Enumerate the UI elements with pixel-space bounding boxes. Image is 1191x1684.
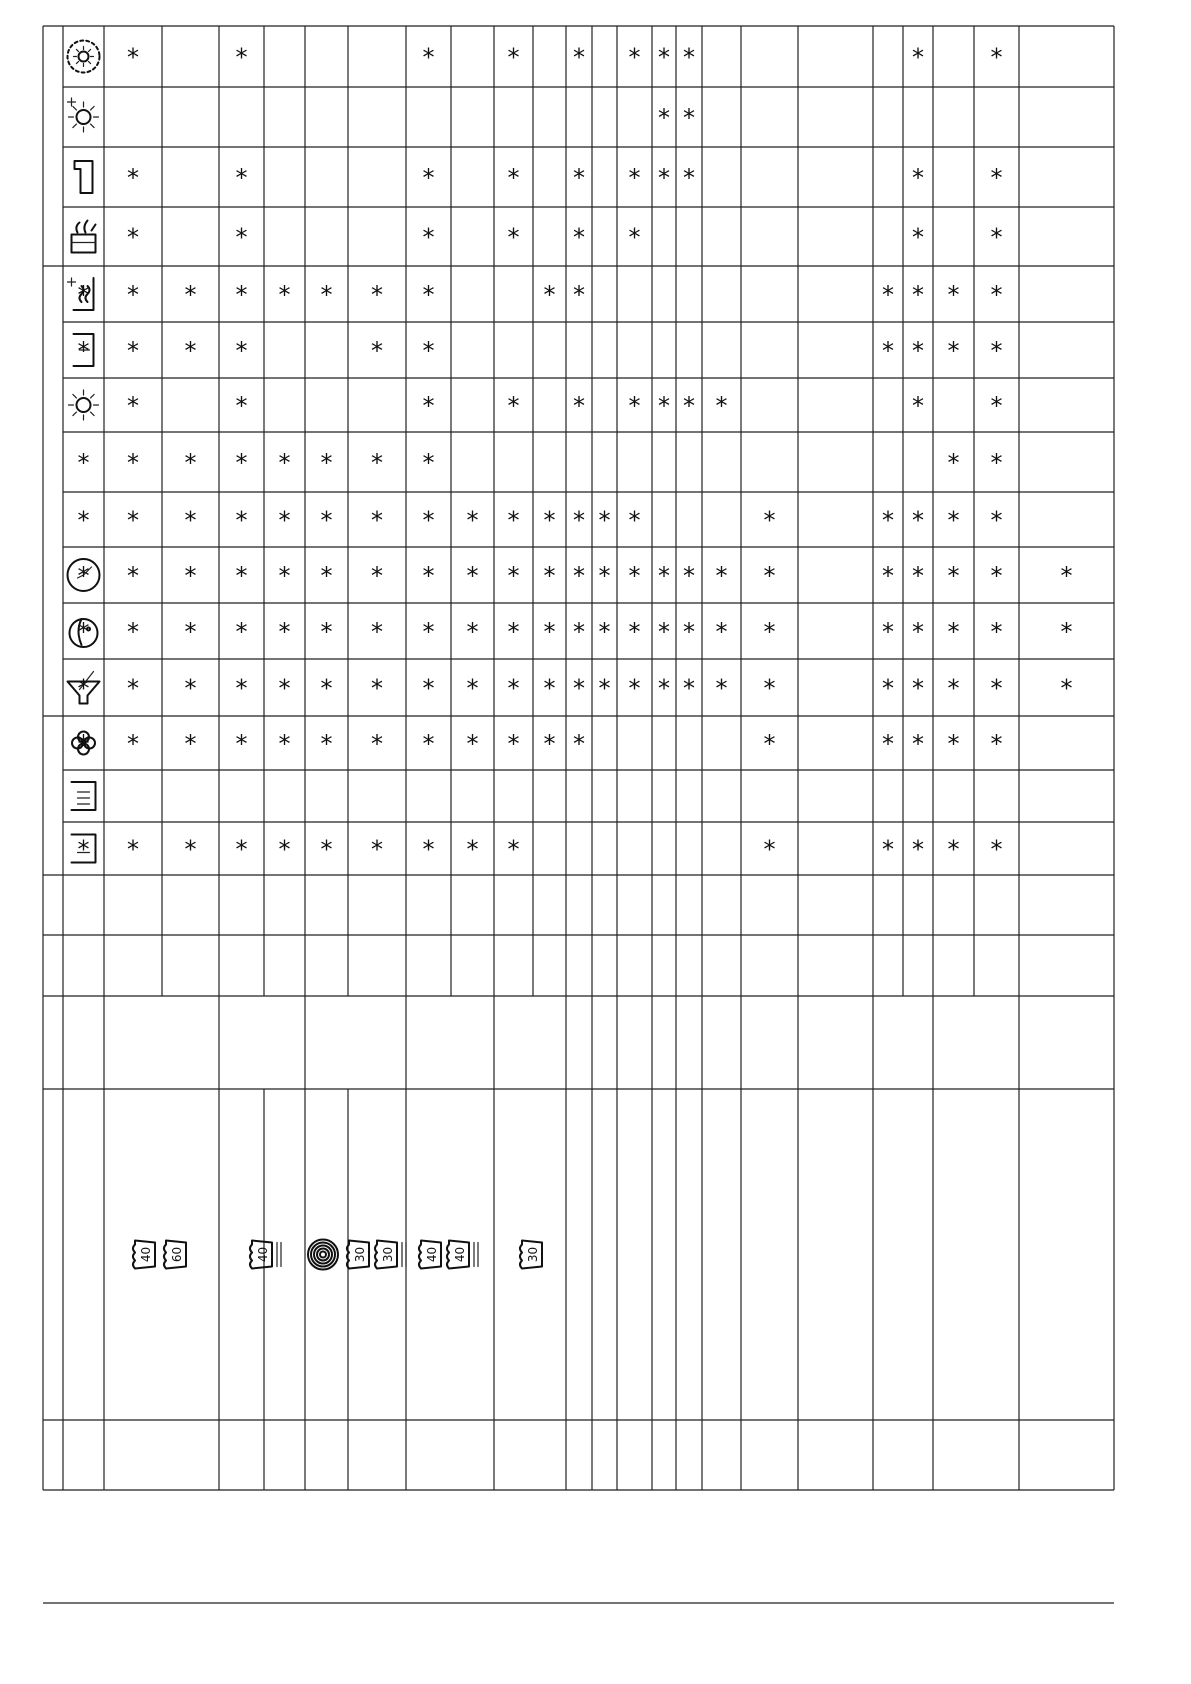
option-mark: * (947, 835, 960, 864)
option-mark: * (184, 618, 197, 646)
svg-text:40: 40 (256, 1246, 270, 1263)
timer-sun-icon (68, 41, 100, 73)
option-mark: * (507, 164, 520, 192)
option-mark: * (990, 506, 1003, 535)
wardrobe-steam-icon (72, 221, 96, 253)
garment-lines-icon (72, 782, 96, 810)
option-mark: * (882, 618, 894, 646)
option-mark: * (990, 281, 1003, 309)
wash-tub-icon (520, 1241, 542, 1269)
option-mark: * (184, 506, 197, 535)
option-mark: * (278, 618, 291, 646)
svg-text:40: 40 (139, 1246, 153, 1263)
option-mark: * (422, 281, 435, 309)
option-mark: * (320, 506, 333, 535)
option-mark: * (77, 674, 90, 703)
option-mark: * (912, 164, 924, 192)
option-mark: * (947, 618, 960, 646)
option-mark: * (127, 562, 139, 590)
option-mark: * (422, 392, 435, 420)
wash-tub-icon (419, 1241, 441, 1269)
option-mark: * (658, 392, 670, 420)
option-mark: * (422, 730, 435, 758)
option-mark: * (320, 730, 333, 758)
option-mark: * (990, 835, 1003, 864)
option-mark: * (235, 337, 248, 365)
option-mark: * (912, 223, 924, 252)
wash-tub-icon (133, 1241, 155, 1269)
option-mark: * (127, 730, 139, 758)
option-mark: * (715, 392, 728, 420)
option-mark: * (543, 562, 556, 590)
option-mark: * (543, 281, 556, 309)
option-mark: * (990, 337, 1003, 365)
wash-tub-icon (164, 1241, 186, 1269)
option-mark: * (371, 506, 383, 535)
wash-tub-icon (447, 1241, 478, 1269)
option-mark: * (184, 562, 197, 590)
option-mark: * (278, 281, 291, 309)
option-mark: * (127, 43, 139, 72)
option-mark: * (658, 618, 670, 646)
option-mark: * (882, 281, 894, 309)
option-mark: * (77, 730, 90, 758)
option-mark: * (371, 835, 383, 864)
option-mark: * (466, 618, 479, 646)
option-mark: * (127, 618, 139, 646)
option-mark: * (658, 164, 670, 192)
option-mark: * (422, 223, 435, 252)
option-mark: * (1060, 674, 1073, 703)
option-mark: * (947, 562, 960, 590)
option-mark: * (573, 392, 585, 420)
option-mark: * (990, 449, 1003, 477)
svg-text:30: 30 (526, 1246, 540, 1263)
option-mark: * (235, 449, 248, 477)
option-mark: * (573, 281, 585, 309)
option-mark: * (573, 223, 585, 252)
option-mark: * (990, 618, 1003, 646)
option-mark: * (77, 337, 90, 365)
care-label-symbols (133, 1240, 542, 1270)
option-mark: * (912, 618, 924, 646)
option-mark: * (507, 392, 520, 420)
option-mark: * (628, 43, 641, 72)
option-mark: * (990, 392, 1003, 420)
option-mark: * (990, 164, 1003, 192)
option-mark: * (278, 730, 291, 758)
option-mark: * (127, 449, 139, 477)
option-mark: * (543, 506, 556, 535)
option-mark: * (235, 674, 248, 703)
option-mark: * (543, 618, 556, 646)
option-mark: * (573, 730, 585, 758)
option-mark: * (422, 337, 435, 365)
option-mark: * (763, 506, 776, 535)
option-mark: * (466, 835, 479, 864)
option-mark: * (184, 835, 197, 864)
option-mark: * (278, 674, 291, 703)
option-mark: * (507, 43, 520, 72)
option-mark: * (912, 730, 924, 758)
option-mark: * (235, 562, 248, 590)
option-mark: * (278, 506, 291, 535)
option-mark: * (77, 449, 90, 477)
option-mark: * (235, 164, 248, 192)
option-mark: * (235, 835, 248, 864)
option-mark: * (77, 506, 90, 535)
option-mark: * (683, 43, 695, 72)
option-mark: * (912, 835, 924, 864)
option-mark: * (573, 164, 585, 192)
option-mark: * (882, 835, 894, 864)
option-mark: * (628, 223, 641, 252)
option-mark: * (658, 104, 670, 132)
option-mark: * (912, 506, 924, 535)
option-mark: * (422, 164, 435, 192)
table-grid-lines (43, 26, 1114, 1603)
option-mark: * (683, 618, 695, 646)
option-mark: * (507, 835, 520, 864)
option-mark: * (371, 337, 383, 365)
option-mark: * (320, 674, 333, 703)
option-mark: * (77, 835, 90, 864)
option-mark: * (127, 164, 139, 192)
option-mark: * (882, 730, 894, 758)
option-mark: * (127, 392, 139, 420)
option-mark: * (598, 506, 611, 535)
option-mark: * (371, 674, 383, 703)
option-mark: * (466, 674, 479, 703)
option-mark: * (763, 562, 776, 590)
option-mark: * (598, 562, 611, 590)
option-mark: * (77, 281, 90, 309)
svg-text:40: 40 (453, 1246, 467, 1263)
option-mark: * (1060, 618, 1073, 646)
option-mark: * (990, 730, 1003, 758)
wash-tub-icon (375, 1241, 406, 1269)
svg-text:30: 30 (381, 1246, 395, 1263)
svg-text:40: 40 (425, 1246, 439, 1263)
option-mark: * (628, 618, 641, 646)
option-mark: * (628, 164, 641, 192)
option-mark: * (912, 337, 924, 365)
option-mark: * (127, 835, 139, 864)
option-mark: * (715, 562, 728, 590)
option-mark: * (912, 562, 924, 590)
option-mark: * (763, 835, 776, 864)
option-mark: * (184, 730, 197, 758)
option-mark: * (422, 449, 435, 477)
svg-text:30: 30 (353, 1246, 367, 1263)
option-mark: * (598, 618, 611, 646)
option-mark: * (628, 562, 641, 590)
option-mark: * (507, 562, 520, 590)
option-mark: * (598, 674, 611, 703)
option-mark: * (278, 449, 291, 477)
option-mark: * (912, 392, 924, 420)
option-mark: * (573, 674, 585, 703)
option-mark: * (77, 618, 90, 646)
option-mark: * (422, 43, 435, 72)
option-mark: * (990, 562, 1003, 590)
option-mark: * (507, 223, 520, 252)
option-mark: * (947, 337, 960, 365)
option-mark: * (882, 506, 894, 535)
option-mark: * (683, 392, 695, 420)
option-mark: * (882, 337, 894, 365)
option-mark: * (235, 281, 248, 309)
option-mark: * (628, 392, 641, 420)
option-mark: * (628, 506, 641, 535)
option-mark: * (127, 506, 139, 535)
option-mark: * (543, 730, 556, 758)
option-mark: * (543, 674, 556, 703)
option-mark: * (235, 730, 248, 758)
option-mark: * (371, 449, 383, 477)
option-mark: * (507, 618, 520, 646)
option-mark: * (683, 164, 695, 192)
option-mark: * (371, 562, 383, 590)
option-mark: * (573, 562, 585, 590)
option-mark: * (235, 506, 248, 535)
option-mark: * (422, 835, 435, 864)
option-mark: * (658, 562, 670, 590)
option-mark: * (763, 730, 776, 758)
option-mark: * (573, 618, 585, 646)
hanging-garment-icon (75, 161, 93, 193)
option-mark: * (184, 674, 197, 703)
option-mark: * (628, 674, 641, 703)
option-mark: * (235, 392, 248, 420)
sun-icon (69, 390, 99, 420)
option-mark: * (947, 449, 960, 477)
option-mark: * (507, 674, 520, 703)
option-mark: * (422, 562, 435, 590)
wash-tub-icon (250, 1241, 281, 1269)
option-mark: * (320, 835, 333, 864)
option-mark: * (235, 618, 248, 646)
option-mark: * (683, 674, 695, 703)
option-mark: * (912, 281, 924, 309)
option-mark: * (947, 674, 960, 703)
option-mark: * (466, 562, 479, 590)
option-mark: * (235, 223, 248, 252)
option-mark: * (278, 835, 291, 864)
option-mark: * (507, 730, 520, 758)
option-mark: * (990, 223, 1003, 252)
table-marks (78, 44, 1073, 864)
option-mark: * (184, 337, 197, 365)
option-mark: * (658, 674, 670, 703)
option-mark: * (320, 618, 333, 646)
option-mark: * (947, 730, 960, 758)
option-mark: * (127, 223, 139, 252)
plus-sun-icon (68, 98, 99, 132)
option-mark: * (371, 618, 383, 646)
option-mark: * (320, 449, 333, 477)
option-mark: * (947, 281, 960, 309)
option-mark: * (127, 281, 139, 309)
option-mark: * (573, 506, 585, 535)
wash-tub-icon (347, 1241, 369, 1269)
option-mark: * (990, 43, 1003, 72)
option-mark: * (235, 43, 248, 72)
option-mark: * (184, 449, 197, 477)
option-mark: * (573, 43, 585, 72)
option-mark: * (763, 674, 776, 703)
option-mark: * (422, 506, 435, 535)
option-mark: * (683, 104, 695, 132)
option-mark: * (127, 674, 139, 703)
wool-ball-icon (308, 1240, 338, 1270)
option-mark: * (658, 43, 670, 72)
option-mark: * (77, 562, 90, 590)
option-mark: * (947, 506, 960, 535)
option-mark: * (320, 562, 333, 590)
option-mark: * (683, 562, 695, 590)
svg-text:60: 60 (170, 1246, 184, 1263)
option-mark: * (912, 43, 924, 72)
option-mark: * (1060, 562, 1073, 590)
option-mark: * (278, 562, 291, 590)
option-mark: * (371, 281, 383, 309)
option-mark: * (912, 674, 924, 703)
option-mark: * (507, 506, 520, 535)
option-mark: * (715, 674, 728, 703)
option-mark: * (466, 506, 479, 535)
option-mark: * (371, 730, 383, 758)
option-mark: * (466, 730, 479, 758)
option-mark: * (882, 562, 894, 590)
option-mark: * (184, 281, 197, 309)
option-mark: * (882, 674, 894, 703)
option-mark: * (990, 674, 1003, 703)
option-mark: * (422, 674, 435, 703)
option-mark: * (422, 618, 435, 646)
option-mark: * (763, 618, 776, 646)
option-mark: * (127, 337, 139, 365)
option-mark: * (715, 618, 728, 646)
option-mark: * (320, 281, 333, 309)
